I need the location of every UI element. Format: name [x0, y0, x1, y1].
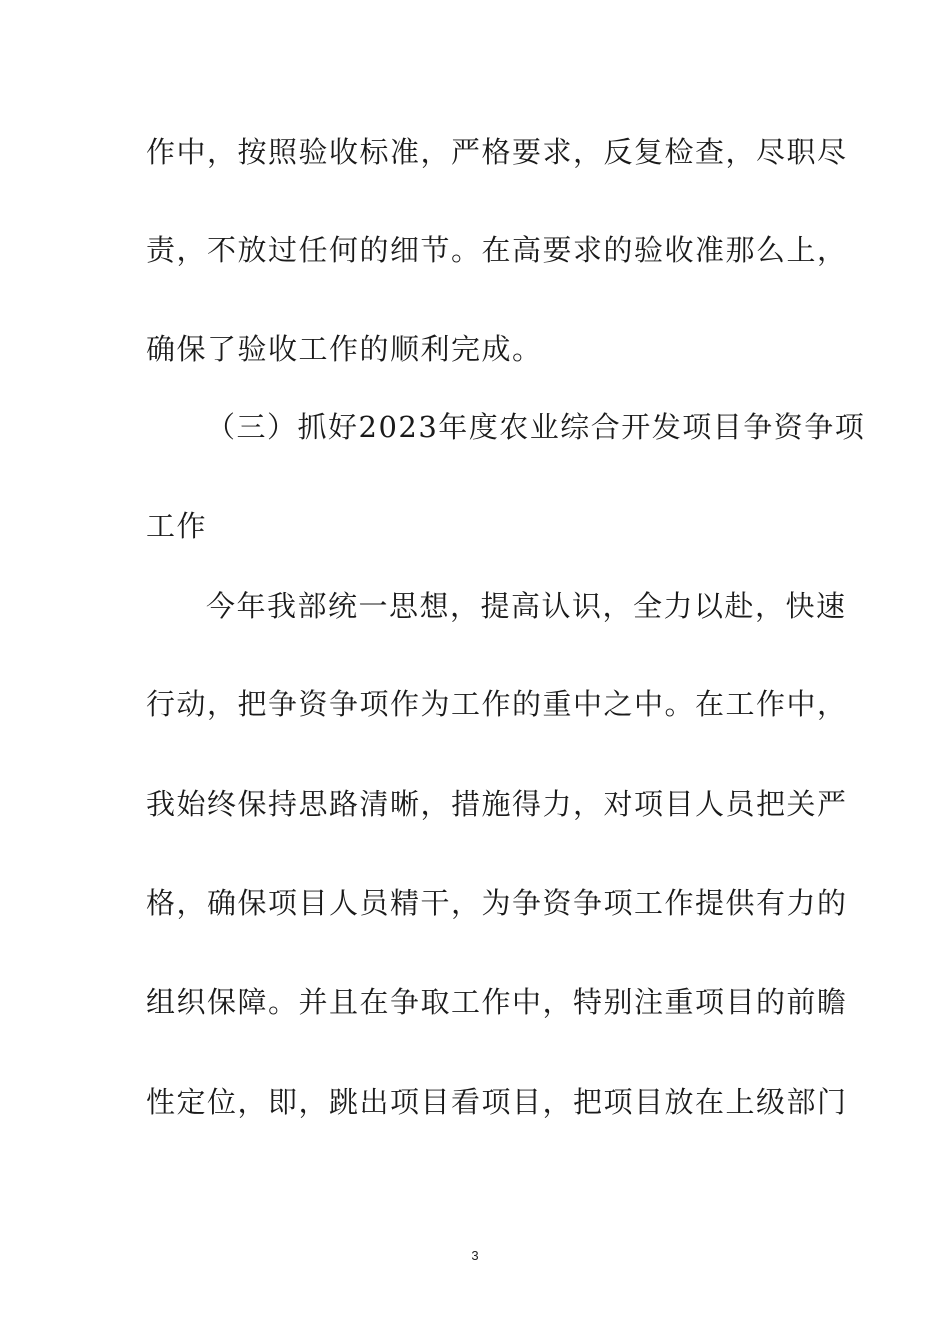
body-text-line: 行动，把争资争项作为工作的重中之中。在工作中，: [146, 687, 848, 721]
page-number: 3: [471, 1248, 479, 1263]
body-text-line: 今年我部统一思想，提高认识，全力以赴，快速: [206, 589, 847, 623]
section-heading-line: （三）抓好2023年度农业综合开发项目争资争项: [206, 410, 866, 444]
body-text-line: 我始终保持思路清晰，措施得力，对项目人员把关严: [146, 787, 848, 821]
body-text-line: 责，不放过任何的细节。在高要求的验收准那么上，: [146, 233, 848, 267]
body-text-line: 确保了验收工作的顺利完成。: [146, 332, 543, 366]
body-text-line: 性定位，即，跳出项目看项目，把项目放在上级部门: [146, 1085, 848, 1119]
body-text-line: 作中，按照验收标准，严格要求，反复检查，尽职尽: [146, 135, 848, 169]
body-text-line: 格，确保项目人员精干，为争资争项工作提供有力的: [146, 886, 848, 920]
section-heading-line: 工作: [146, 509, 208, 543]
body-text-line: 组织保障。并且在争取工作中，特别注重项目的前瞻: [146, 985, 848, 1019]
